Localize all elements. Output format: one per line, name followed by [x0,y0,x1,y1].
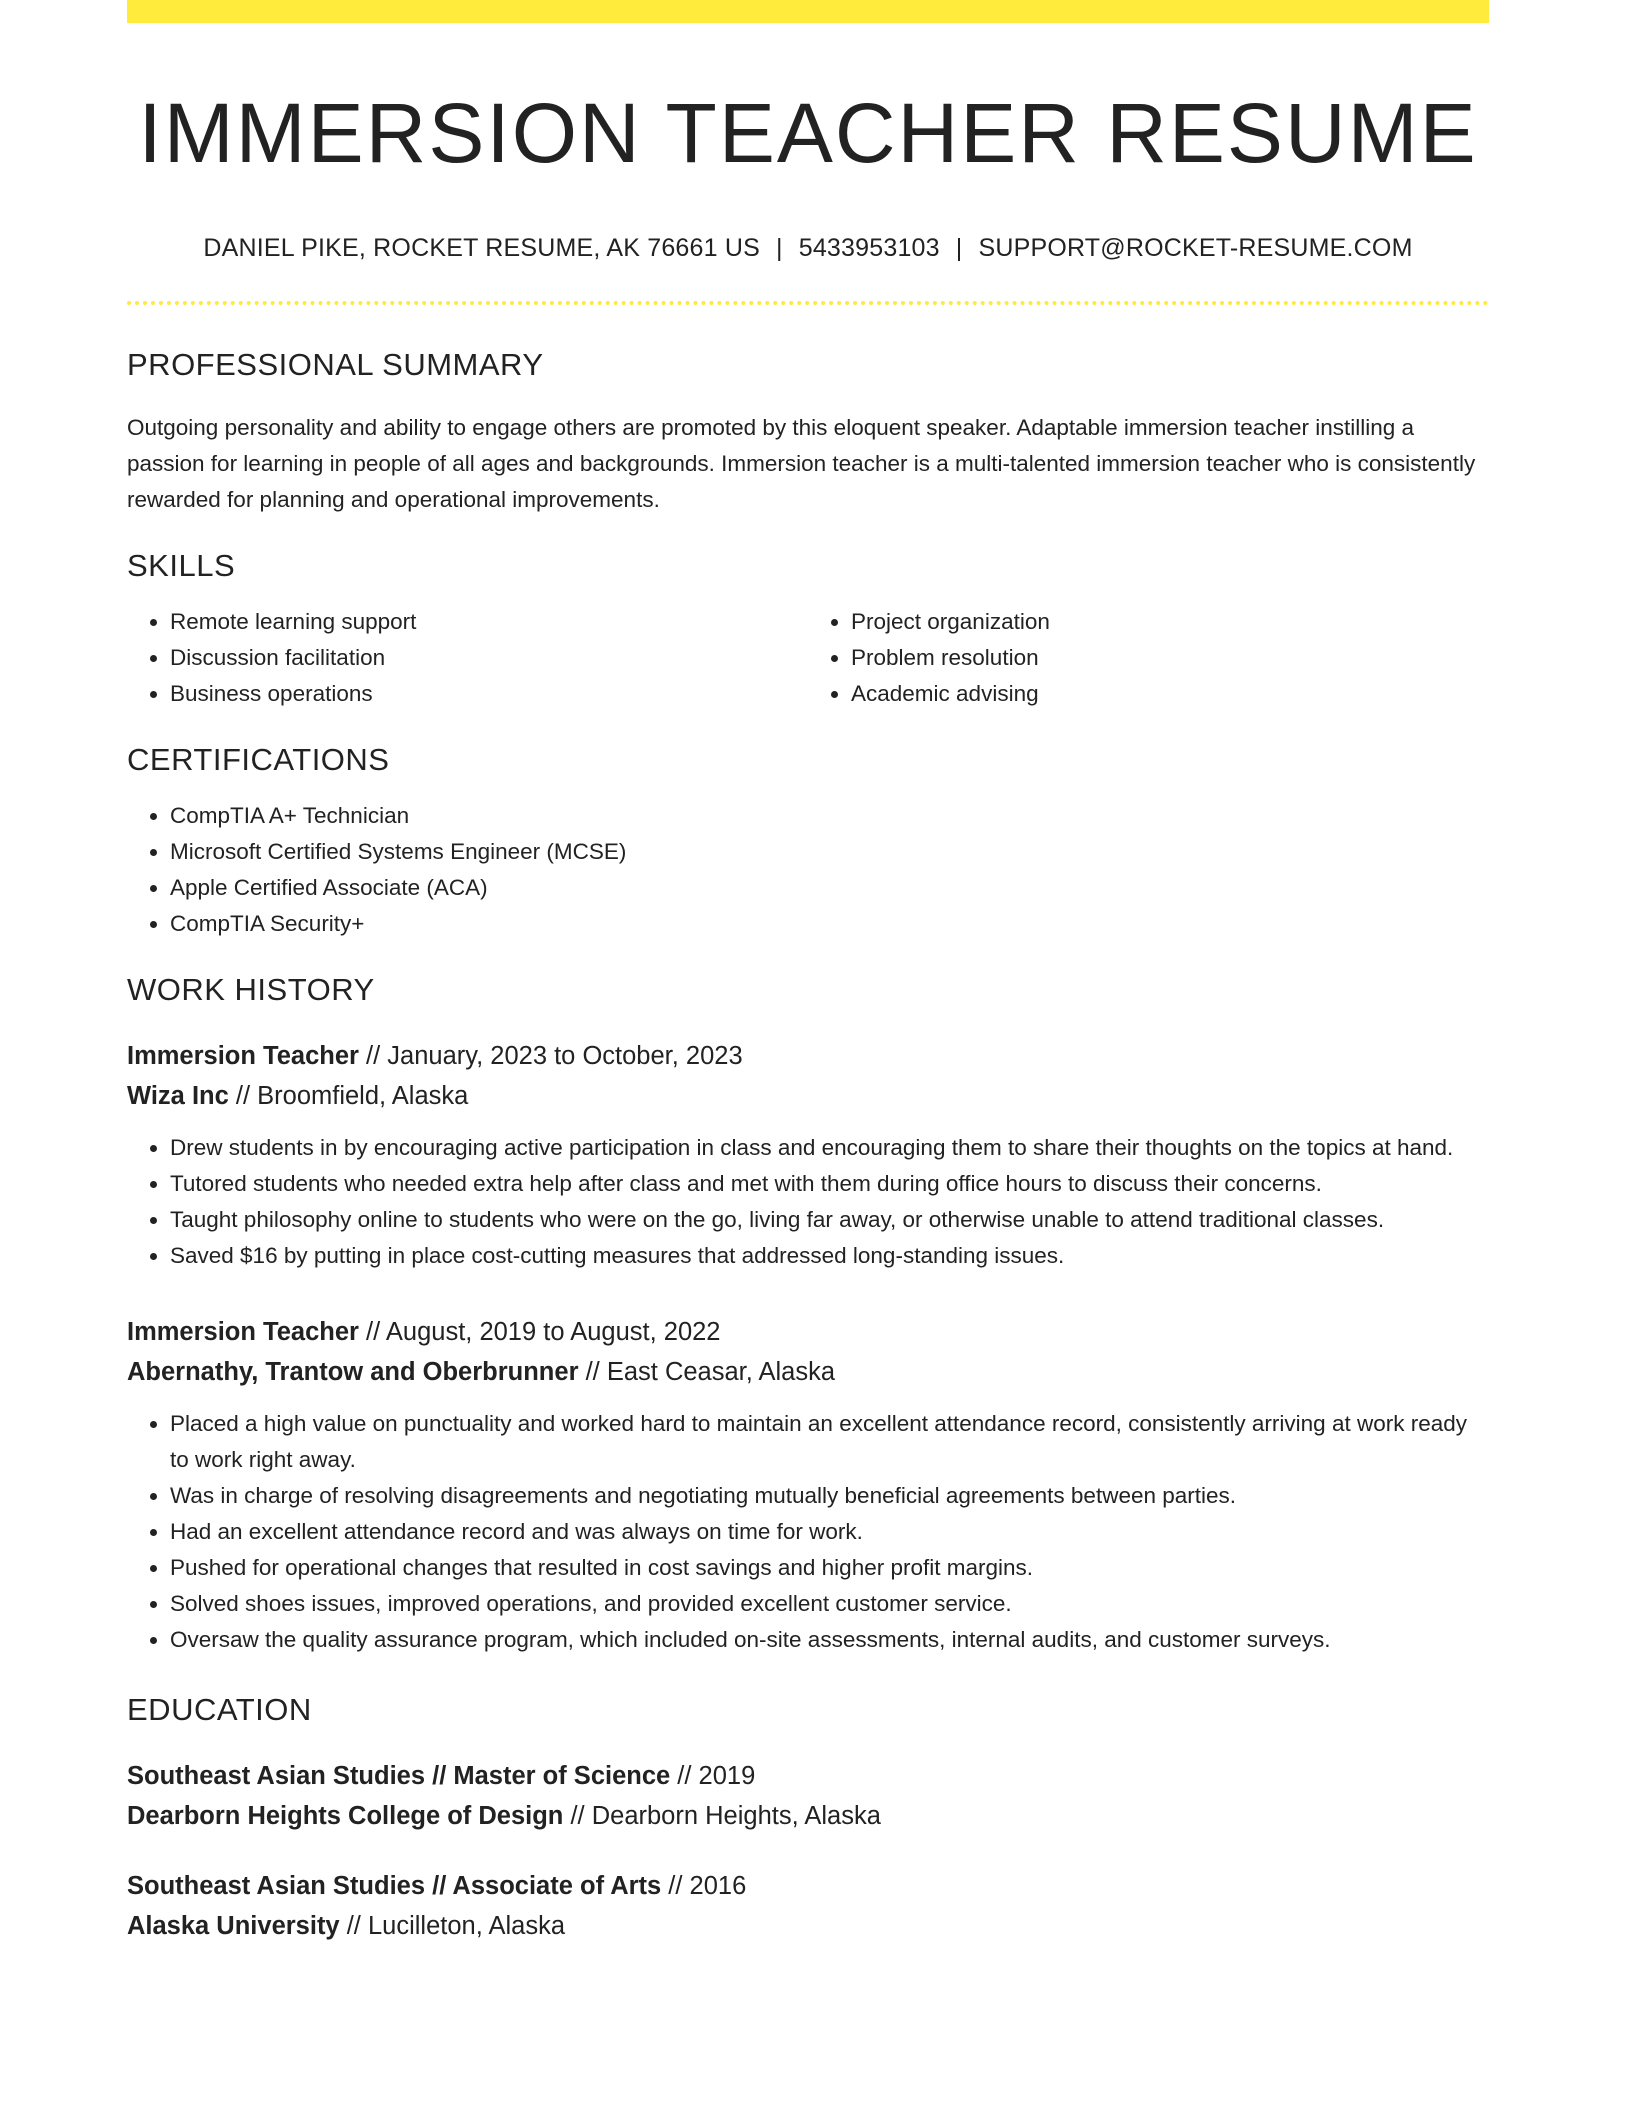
list-item: • Drew students in by encouraging active participation in class and encouraging them to share their thoughts on the topics at hand. [170,1130,1489,1166]
job-company-line [127,1076,1489,1116]
education-entry [127,1866,1489,1946]
education-location: // Dearborn Heights, Alaska [563,1801,881,1830]
contact-line [127,234,1489,263]
job-company: Abernathy, Trantow and Oberbrunner [127,1357,579,1386]
job-dates: // August, 2019 to August, 2022 [358,1317,721,1346]
job-title-line [127,1036,1489,1076]
list-item: • Taught philosophy online to students who were on the go, living far away, or otherwise unable to attend traditional classes. [170,1202,1489,1238]
contact-phone: 5433953103 [798,233,940,262]
education-entry [127,1756,1489,1836]
list-item: • Had an excellent attendance record and was always on time for work. [170,1514,1489,1550]
work-history-section [127,972,1489,1658]
certifications-list [127,798,1489,942]
job-bullets [127,1130,1489,1274]
summary-text: Outgoing personality and ability to engage others are promoted by this eloquent speaker. Adaptable immersion teacher instilling a passion for learning in people of all ages and backgrounds. Immersion teacher is a multi-talented immersion teacher who is consistently rewarded for planning and operational improvements. [127,414,1476,512]
list-item: • Remote learning support [170,604,808,640]
education-school: Dearborn Heights College of Design [127,1801,564,1830]
resume-title: IMMERSION TEACHER RESUME [138,86,1478,180]
education-school-line [127,1906,1489,1946]
skills-columns [127,604,1489,712]
list-item: • CompTIA Security+ [170,906,1489,942]
list-item: • Placed a high value on punctuality and worked hard to maintain an excellent attendance record, consistently arriving at work ready to work right away. [170,1406,1489,1478]
contact-address: DANIEL PIKE, ROCKET RESUME, AK 76661 US [203,233,761,262]
list-item: • Problem resolution [851,640,1489,676]
education-degree: Southeast Asian Studies // Associate of Arts [127,1871,662,1900]
list-item: • Tutored students who needed extra help after class and met with them during office hours to discuss their concerns. [170,1166,1489,1202]
job-title-line [127,1312,1489,1352]
list-item: • Discussion facilitation [170,640,808,676]
job-title: Immersion Teacher [127,1041,359,1070]
education-location: // Lucilleton, Alaska [339,1911,566,1940]
education-year: // 2019 [670,1761,756,1790]
job-company: Wiza Inc [127,1081,229,1110]
education-entries [127,1756,1489,1946]
resume-page [127,0,1489,1946]
job-dates: // January, 2023 to October, 2023 [358,1041,743,1070]
job-location: // East Ceasar, Alaska [578,1357,836,1386]
education-school-line [127,1796,1489,1836]
job-entry [127,1312,1489,1658]
section-heading: EDUCATION [127,1691,312,1727]
skills-section [127,548,1489,712]
section-heading: SKILLS [127,547,236,583]
job-entry [127,1036,1489,1274]
education-section [127,1692,1489,1946]
list-item: • Project organization [851,604,1489,640]
list-item: • Business operations [170,676,808,712]
contact-separator: | [776,233,783,262]
education-school: Alaska University [127,1911,340,1940]
list-item: • Solved shoes issues, improved operations, and provided excellent customer service. [170,1586,1489,1622]
section-heading: WORK HISTORY [127,971,375,1007]
list-item: • Saved $16 by putting in place cost-cutting measures that addressed long-standing issues. [170,1238,1489,1274]
certifications-section [127,742,1489,942]
education-degree-line [127,1756,1489,1796]
list-item: • Pushed for operational changes that resulted in cost savings and higher profit margins. [170,1550,1489,1586]
list-item: • Academic advising [851,676,1489,712]
job-location: // Broomfield, Alaska [228,1081,469,1110]
dotted-divider [127,301,1489,305]
job-company-line [127,1352,1489,1392]
summary-section [127,347,1489,518]
list-item: • Apple Certified Associate (ACA) [170,870,1489,906]
education-year: // 2016 [661,1871,747,1900]
contact-email: SUPPORT@ROCKET-RESUME.COM [978,233,1413,262]
section-heading: PROFESSIONAL SUMMARY [127,346,544,382]
list-item: • CompTIA A+ Technician [170,798,1489,834]
education-degree-line [127,1866,1489,1906]
skills-list-left [127,604,808,712]
list-item: • Was in charge of resolving disagreements and negotiating mutually beneficial agreements between parties. [170,1478,1489,1514]
job-title: Immersion Teacher [127,1317,359,1346]
education-degree: Southeast Asian Studies // Master of Science [127,1761,671,1790]
job-bullets [127,1406,1489,1658]
list-item: • Microsoft Certified Systems Engineer (MCSE) [170,834,1489,870]
skills-list-right [808,604,1489,712]
contact-separator: | [955,233,963,262]
accent-bar [127,0,1489,23]
list-item: • Oversaw the quality assurance program, which included on-site assessments, internal audits, and customer surveys. [170,1622,1489,1658]
section-heading: CERTIFICATIONS [127,741,390,777]
